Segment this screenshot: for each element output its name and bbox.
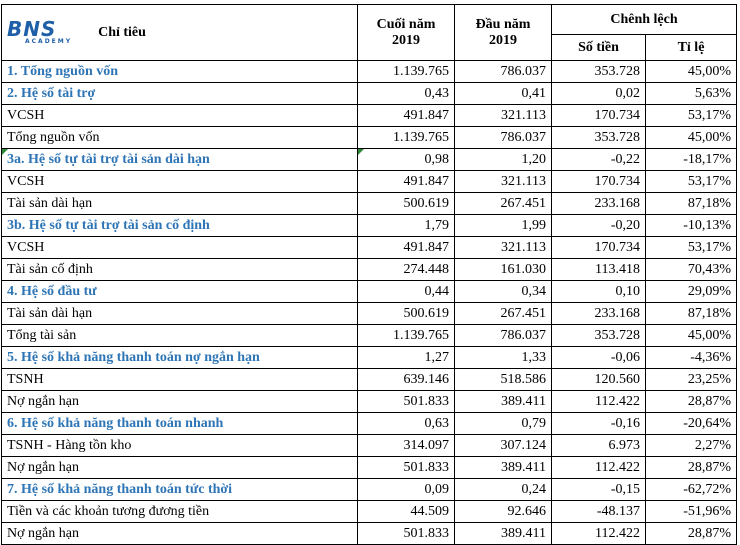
value-year-end[interactable]: 0,63 bbox=[358, 413, 455, 435]
section-row bbox=[2, 479, 737, 501]
row-label[interactable]: 3a. Hệ số tự tài trợ tài sản dài hạn bbox=[2, 149, 358, 171]
value-difference-ratio[interactable]: 2,27% bbox=[646, 435, 737, 457]
header-year-end-line1: Cuối năm bbox=[376, 16, 436, 32]
table-row bbox=[2, 171, 737, 193]
table-row bbox=[2, 501, 737, 523]
row-label[interactable]: 2. Hệ số tài trợ bbox=[2, 83, 358, 105]
value-difference-ratio[interactable]: -20,64% bbox=[646, 413, 737, 435]
row-label[interactable]: Tài sản dài hạn bbox=[2, 193, 358, 215]
table-row bbox=[2, 435, 737, 457]
row-label[interactable]: 5. Hệ số khả năng thanh toán nợ ngắn hạn bbox=[2, 347, 358, 369]
value-year-start[interactable]: 321.113 bbox=[455, 105, 552, 127]
row-label[interactable]: Tổng nguồn vốn bbox=[2, 127, 358, 149]
logo-subtitle: ACADEMY bbox=[25, 38, 73, 45]
table-row bbox=[2, 523, 737, 545]
value-difference-amount[interactable]: -48.137 bbox=[552, 501, 646, 523]
value-year-start[interactable]: 267.451 bbox=[455, 193, 552, 215]
value-year-end[interactable]: 0,09 bbox=[358, 479, 455, 501]
value-difference-amount[interactable]: -0,22 bbox=[552, 149, 646, 171]
value-difference-ratio[interactable]: 29,09% bbox=[646, 281, 737, 303]
value-difference-amount[interactable]: 170.734 bbox=[552, 237, 646, 259]
row-label[interactable]: Tài sản cố định bbox=[2, 259, 358, 281]
value-year-end[interactable]: 1,79 bbox=[358, 215, 455, 237]
value-difference-amount[interactable]: 353.728 bbox=[552, 325, 646, 347]
value-difference-ratio[interactable]: 5,63% bbox=[646, 83, 737, 105]
table-row bbox=[2, 127, 737, 149]
value-difference-ratio[interactable]: 53,17% bbox=[646, 171, 737, 193]
value-difference-amount[interactable]: 353.728 bbox=[552, 61, 646, 83]
header-indicator-label: Chỉ tiêu bbox=[98, 24, 146, 40]
logo-wordmark: BNS bbox=[7, 17, 57, 41]
header-difference: Chênh lệch bbox=[552, 5, 737, 35]
value-year-start[interactable]: 0,79 bbox=[455, 413, 552, 435]
value-year-end[interactable]: 1.139.765 bbox=[358, 127, 455, 149]
row-label[interactable]: Nợ ngắn hạn bbox=[2, 457, 358, 479]
value-year-start[interactable]: 786.037 bbox=[455, 127, 552, 149]
value-year-end[interactable]: 0,98 bbox=[358, 149, 455, 171]
header-year-start-line1: Đầu năm bbox=[475, 16, 531, 32]
value-year-start[interactable]: 786.037 bbox=[455, 325, 552, 347]
value-year-start[interactable]: 307.124 bbox=[455, 435, 552, 457]
section-row bbox=[2, 413, 737, 435]
value-difference-ratio[interactable]: -4,36% bbox=[646, 347, 737, 369]
section-row bbox=[2, 149, 737, 171]
value-difference-amount[interactable]: 112.422 bbox=[552, 391, 646, 413]
table-row bbox=[2, 391, 737, 413]
value-difference-ratio[interactable]: -62,72% bbox=[646, 479, 737, 501]
value-difference-ratio[interactable]: -51,96% bbox=[646, 501, 737, 523]
value-year-start[interactable]: 321.113 bbox=[455, 237, 552, 259]
header-year-end bbox=[358, 5, 455, 61]
value-year-end[interactable]: 1.139.765 bbox=[358, 325, 455, 347]
bns-academy-logo bbox=[7, 17, 73, 45]
row-label[interactable]: 6. Hệ số khả năng thanh toán nhanh bbox=[2, 413, 358, 435]
value-year-end[interactable]: 501.833 bbox=[358, 391, 455, 413]
value-year-start[interactable]: 161.030 bbox=[455, 259, 552, 281]
value-difference-amount[interactable]: 233.168 bbox=[552, 303, 646, 325]
value-year-start[interactable]: 92.646 bbox=[455, 501, 552, 523]
row-label[interactable]: Nợ ngắn hạn bbox=[2, 523, 358, 545]
header-year-end-line2: 2019 bbox=[392, 32, 420, 48]
value-difference-amount[interactable]: 6.973 bbox=[552, 435, 646, 457]
table-row bbox=[2, 259, 737, 281]
value-year-end[interactable]: 1,27 bbox=[358, 347, 455, 369]
value-difference-amount[interactable]: 233.168 bbox=[552, 193, 646, 215]
value-year-end[interactable]: 500.619 bbox=[358, 193, 455, 215]
value-year-start[interactable]: 389.411 bbox=[455, 391, 552, 413]
value-year-end[interactable]: 1.139.765 bbox=[358, 61, 455, 83]
header-amount: Số tiền bbox=[552, 35, 646, 61]
row-label[interactable]: 1. Tổng nguồn vốn bbox=[2, 61, 358, 83]
row-label[interactable]: 7. Hệ số khả năng thanh toán tức thời bbox=[2, 479, 358, 501]
header-ratio: Tỉ lệ bbox=[646, 35, 737, 61]
value-difference-amount[interactable]: 170.734 bbox=[552, 105, 646, 127]
value-year-start[interactable]: 0,34 bbox=[455, 281, 552, 303]
value-year-start[interactable]: 267.451 bbox=[455, 303, 552, 325]
value-difference-amount[interactable]: -0,20 bbox=[552, 215, 646, 237]
value-difference-amount[interactable]: 170.734 bbox=[552, 171, 646, 193]
value-year-end[interactable]: 491.847 bbox=[358, 237, 455, 259]
value-year-end[interactable]: 0,43 bbox=[358, 83, 455, 105]
value-difference-amount[interactable]: 113.418 bbox=[552, 259, 646, 281]
value-difference-amount[interactable]: 120.560 bbox=[552, 369, 646, 391]
value-year-start[interactable]: 0,24 bbox=[455, 479, 552, 501]
row-label[interactable]: 4. Hệ số đầu tư bbox=[2, 281, 358, 303]
table-row bbox=[2, 237, 737, 259]
value-difference-ratio[interactable]: 87,18% bbox=[646, 193, 737, 215]
value-difference-amount[interactable]: 112.422 bbox=[552, 457, 646, 479]
value-year-end[interactable]: 639.146 bbox=[358, 369, 455, 391]
value-year-start[interactable]: 1,20 bbox=[455, 149, 552, 171]
row-label[interactable]: VCSH bbox=[2, 105, 358, 127]
row-label[interactable]: Tài sản dài hạn bbox=[2, 303, 358, 325]
section-row bbox=[2, 215, 737, 237]
financial-ratio-table bbox=[1, 4, 737, 545]
value-difference-ratio[interactable]: 45,00% bbox=[646, 325, 737, 347]
table-row bbox=[2, 457, 737, 479]
row-label[interactable]: Nợ ngắn hạn bbox=[2, 391, 358, 413]
value-difference-amount[interactable]: 0,10 bbox=[552, 281, 646, 303]
value-year-start[interactable]: 0,41 bbox=[455, 83, 552, 105]
value-difference-ratio[interactable]: 28,87% bbox=[646, 457, 737, 479]
row-label[interactable]: TSNH bbox=[2, 369, 358, 391]
value-difference-amount[interactable]: 0,02 bbox=[552, 83, 646, 105]
table-row bbox=[2, 105, 737, 127]
value-difference-ratio[interactable]: 45,00% bbox=[646, 61, 737, 83]
value-year-end[interactable]: 501.833 bbox=[358, 457, 455, 479]
section-row bbox=[2, 281, 737, 303]
section-row bbox=[2, 347, 737, 369]
row-label[interactable]: VCSH bbox=[2, 171, 358, 193]
row-label[interactable]: VCSH bbox=[2, 237, 358, 259]
value-difference-amount[interactable]: 353.728 bbox=[552, 127, 646, 149]
value-year-end[interactable]: 491.847 bbox=[358, 171, 455, 193]
value-year-start[interactable]: 518.586 bbox=[455, 369, 552, 391]
value-year-end[interactable]: 314.097 bbox=[358, 435, 455, 457]
value-year-start[interactable]: 1,99 bbox=[455, 215, 552, 237]
value-difference-ratio[interactable]: 70,43% bbox=[646, 259, 737, 281]
value-difference-amount[interactable]: -0,06 bbox=[552, 347, 646, 369]
row-label[interactable]: 3b. Hệ số tự tài trợ tài sản cố định bbox=[2, 215, 358, 237]
value-year-end[interactable]: 501.833 bbox=[358, 523, 455, 545]
value-difference-amount[interactable]: -0,15 bbox=[552, 479, 646, 501]
section-row bbox=[2, 61, 737, 83]
value-difference-ratio[interactable]: 23,25% bbox=[646, 369, 737, 391]
value-year-end[interactable]: 491.847 bbox=[358, 105, 455, 127]
value-year-start[interactable]: 786.037 bbox=[455, 61, 552, 83]
value-difference-ratio[interactable]: 53,17% bbox=[646, 237, 737, 259]
value-difference-ratio[interactable]: 53,17% bbox=[646, 105, 737, 127]
header-indicator bbox=[2, 5, 358, 61]
table-row bbox=[2, 193, 737, 215]
value-year-start[interactable]: 389.411 bbox=[455, 523, 552, 545]
row-label[interactable]: TSNH - Hàng tồn kho bbox=[2, 435, 358, 457]
value-difference-ratio[interactable]: 28,87% bbox=[646, 523, 737, 545]
value-difference-amount[interactable]: -0,16 bbox=[552, 413, 646, 435]
value-year-start[interactable]: 389.411 bbox=[455, 457, 552, 479]
value-year-start[interactable]: 321.113 bbox=[455, 171, 552, 193]
header-year-start-line2: 2019 bbox=[489, 32, 517, 48]
table-row bbox=[2, 303, 737, 325]
value-year-end[interactable]: 0,44 bbox=[358, 281, 455, 303]
value-year-start[interactable]: 1,33 bbox=[455, 347, 552, 369]
value-year-end[interactable]: 274.448 bbox=[358, 259, 455, 281]
row-label[interactable]: Tổng tài sản bbox=[2, 325, 358, 347]
row-label[interactable]: Tiền và các khoản tương đương tiền bbox=[2, 501, 358, 523]
value-difference-ratio[interactable]: 45,00% bbox=[646, 127, 737, 149]
value-year-end[interactable]: 500.619 bbox=[358, 303, 455, 325]
table-row bbox=[2, 369, 737, 391]
value-difference-ratio[interactable]: -18,17% bbox=[646, 149, 737, 171]
value-difference-ratio[interactable]: 28,87% bbox=[646, 391, 737, 413]
value-year-end[interactable]: 44.509 bbox=[358, 501, 455, 523]
value-difference-ratio[interactable]: -10,13% bbox=[646, 215, 737, 237]
header-year-start bbox=[455, 5, 552, 61]
value-difference-amount[interactable]: 112.422 bbox=[552, 523, 646, 545]
value-difference-ratio[interactable]: 87,18% bbox=[646, 303, 737, 325]
section-row bbox=[2, 83, 737, 105]
table-row bbox=[2, 325, 737, 347]
